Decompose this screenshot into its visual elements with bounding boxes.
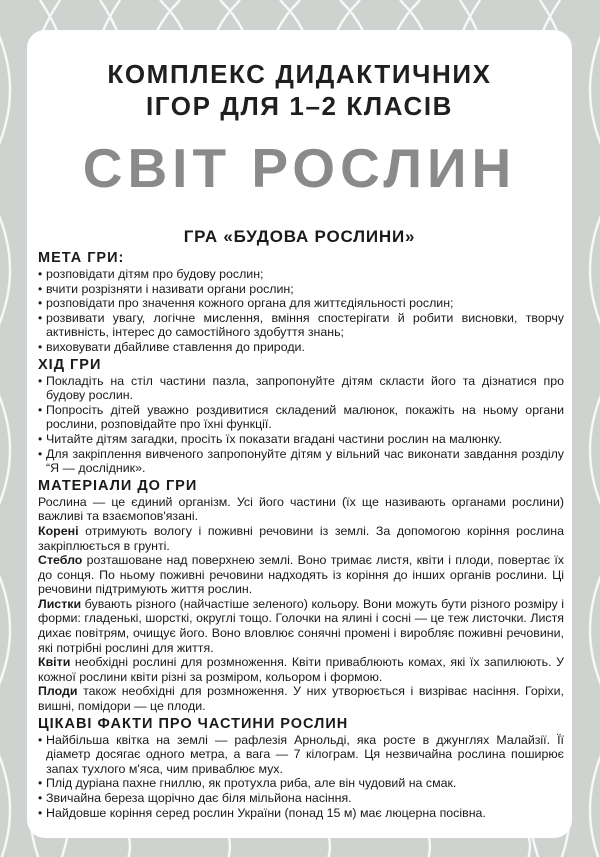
series-title-line-2: ІГОР ДЛЯ 1–2 КЛАСІВ xyxy=(145,91,454,121)
content-card xyxy=(27,30,572,838)
list-item: • Читайте дітям загадки, просіть їх показати вгадані частини рослин на малюнку. xyxy=(38,432,564,447)
game-title: ГРА «БУДОВА РОСЛИНИ» xyxy=(183,227,416,246)
list-item: • Для закріплення вивченого запропонуйте дітям у вільний час виконати завдання розділу “Я — дослідник». xyxy=(38,447,564,476)
main-title: СВІТ РОСЛИН xyxy=(82,137,517,199)
series-title xyxy=(27,58,572,122)
flowers-paragraph xyxy=(38,655,564,684)
goal-heading: МЕТА ГРИ: xyxy=(38,250,125,266)
term-fruits: Плоди xyxy=(38,684,78,699)
process-list xyxy=(38,374,564,476)
leaves-text: бувають різного (найчастіше зеленого) кольору. Вони можуть бути різного розміру і форми: гладенькі, шорсткі, округлі тощо. Голочки на ялині і сосні — це теж листочки. Листя дихає повітрям, очищує його. Воно вловлює сонячні промені і виробляє поживні речовини, які потрібні рослині для життя. xyxy=(38,596,564,655)
stem-text: розташоване над поверхнею землі. Воно тримає листя, квіти і плоди, повертає їх до сонця. По ньому поживні речовини надходять із коріння до інших органів рослини. Ці речовини підтримують життя рослин. xyxy=(38,553,564,597)
series-title-line-1: КОМПЛЕКС ДИДАКТИЧНИХ xyxy=(107,59,492,89)
term-roots: Корені xyxy=(38,523,79,538)
list-item: • розповідати про значення кожного органа для життєдіяльності рослин; xyxy=(38,296,564,311)
list-item: • Попросіть дітей уважно роздивитися складений малюнок, покажіть на ньому органи рослини, розповідайте про їхні функції. xyxy=(38,403,564,432)
stem-paragraph xyxy=(38,553,564,597)
materials-heading: МАТЕРІАЛИ ДО ГРИ xyxy=(38,477,198,494)
fruits-paragraph xyxy=(38,684,564,713)
roots-paragraph xyxy=(38,524,564,553)
list-item: • Найбільша квітка на землі — рафлезія Арнольді, яка росте в джунглях Малайзії. Її діаметр досягає одного метра, а вага — 7 кілограм. Ця незвичайна рослина поширює запах тухлого м'яса, чим приваблює мух. xyxy=(38,733,564,777)
facts-heading: ЦІКАВІ ФАКТИ ПРО ЧАСТИНИ РОСЛИН xyxy=(38,715,349,732)
list-item: • виховувати дбайливе ставлення до природи. xyxy=(38,340,564,355)
list-item: • розповідати дітям про будову рослин; xyxy=(38,267,564,282)
facts-list xyxy=(38,733,564,821)
list-item: • Покладіть на стіл частини пазла, запропонуйте дітям скласти його та дізнатися про будову рослин. xyxy=(38,374,564,403)
leaves-paragraph xyxy=(38,597,564,655)
list-item: • Плід дуріана пахне гниллю, як протухла риба, але він чудовий на смак. xyxy=(38,776,564,791)
materials-intro: Рослина — це єдиний організм. Усі його частини (їх ще називають органами рослини) важливі та взаємопов'язані. xyxy=(38,494,564,524)
fruits-text: також необхідні для розмноження. У них утворюється і визріває насіння. Горіхи, вишні, помідори — це плоди. xyxy=(38,684,564,714)
list-item: • Звичайна береза щорічно дає біля мільйона насіння. xyxy=(38,791,564,806)
roots-text: отримують вологу і поживні речовини із землі. За допомогою коріння рослина закріплюється в грунті. xyxy=(38,523,564,553)
term-stem: Стебло xyxy=(38,553,83,568)
content-body xyxy=(38,248,564,820)
list-item: • Найдовше коріння серед рослин України (понад 15 м) має люцерна посівна. xyxy=(38,806,564,821)
list-item: • розвивати увагу, логічне мислення, вміння спостерігати й робити висновки, творчу активність, інтерес до самостійного здобуття знань; xyxy=(38,311,564,340)
process-heading: ХІД ГРИ xyxy=(38,356,102,373)
list-item: • вчити розрізняти і називати органи рослин; xyxy=(38,282,564,297)
term-flowers: Квіти xyxy=(38,655,71,670)
flowers-text: необхідні рослині для розмноження. Квіти приваблюють комах, які їх запилюють. У кожної рослини квіти різні за розміром, кольором і формою. xyxy=(38,655,564,684)
term-leaves: Листки xyxy=(38,596,82,611)
goal-list xyxy=(38,267,564,355)
